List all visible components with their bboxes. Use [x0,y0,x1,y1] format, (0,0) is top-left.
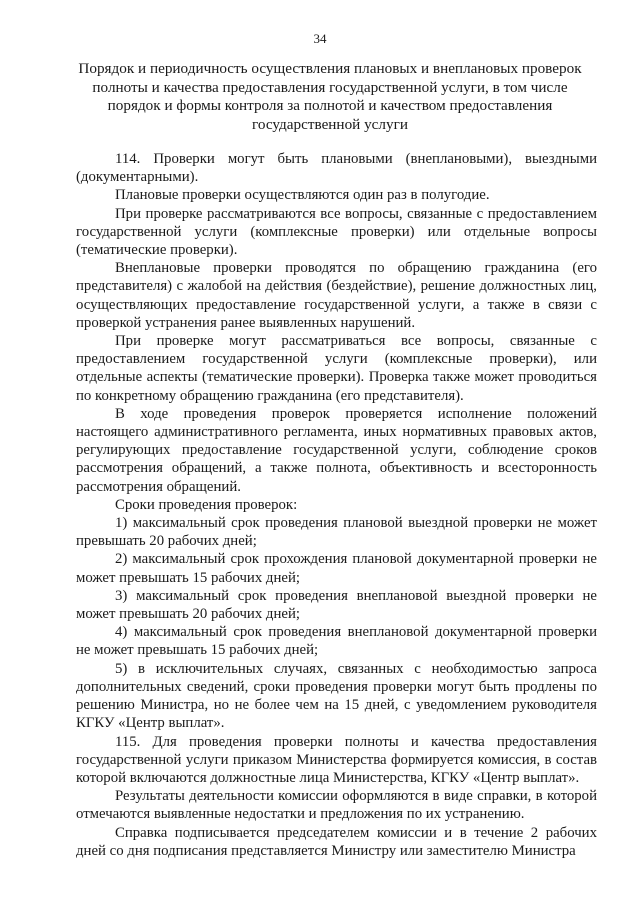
paragraph-115: 115. Для проведения проверки полноты и качества предоставления государственной услуги приказом Министерства формируется комиссия, в состав которой включаются должностные лица Министерства, КГКУ «Центр выплат». [76,733,597,786]
list-item: 1) максимальный срок проведения плановой выездной проверки не может превышать 20 рабочих дней; [76,515,597,550]
paragraph: Справка подписывается председателем комиссии и в течение 2 рабочих дней со дня подписания представляется Министру или заместителю Министра [76,824,597,859]
paragraph-114: 114. Проверки могут быть плановыми (внеплановыми), выездными (документарными). [76,151,597,186]
paragraph: Внеплановые проверки проводятся по обращению гражданина (его представителя) с жалобой на действия (бездействие), решение должностных лиц, осуществляющих предоставление государственной услуги, а также в связи с проверкой устранения ранее выявленных нарушений. [76,260,597,331]
paragraph: В ходе проведения проверок проверяется исполнение положений настоящего административного регламента, иных нормативных правовых актов, регулирующих предоставление государственной услуги, соблюдение сроков рассмотрения обращений, а также полнота, объективность и всесторонность рассмотрения обращений. [76,405,597,495]
paragraph: Результаты деятельности комиссии оформляются в виде справки, в которой отмечаются выявленные недостатки и предложения по их устранению. [76,788,597,823]
list-item: 4) максимальный срок проведения внеплановой документарной проверки не может превышать 15 рабочих дней; [76,624,597,659]
section-heading: Порядок и периодичность осуществления плановых и внеплановых проверок полноты и качества предоставления государственной услуги, в том числе порядок и формы контроля за полнотой и качеством предоставления государственной услуги [78,60,582,133]
list-item: 5) в исключительных случаях, связанных с необходимостью запроса дополнительных сведений, сроки проведения проверки могут быть продлены по решению Министра, но не более чем на 15 дней, с уведомлением руководителя КГКУ «Центр выплат». [76,660,597,732]
paragraph: Плановые проверки осуществляются один раз в полугодие. [115,187,490,204]
page-number: 34 [313,31,327,46]
paragraph: При проверке рассматриваются все вопросы, связанные с предоставлением государственной услуги (комплексные проверки) или отдельные вопросы (тематические проверки). [76,205,597,259]
body-text [76,150,597,860]
paragraph: Сроки проведения проверок: [115,496,298,513]
list-item: 3) максимальный срок проведения внеплановой выездной проверки не может превышать 20 рабочих дней; [76,587,597,623]
paragraph: При проверке могут рассматриваться все вопросы, связанные с предоставлением государственной услуги (комплексные проверки), или отдельные аспекты (тематические проверки). Проверка также может проводиться по конкретному обращению гражданина (его представителя). [76,333,597,404]
list-item: 2) максимальный срок прохождения плановой документарной проверки не может превышать 15 рабочих дней; [76,551,597,586]
